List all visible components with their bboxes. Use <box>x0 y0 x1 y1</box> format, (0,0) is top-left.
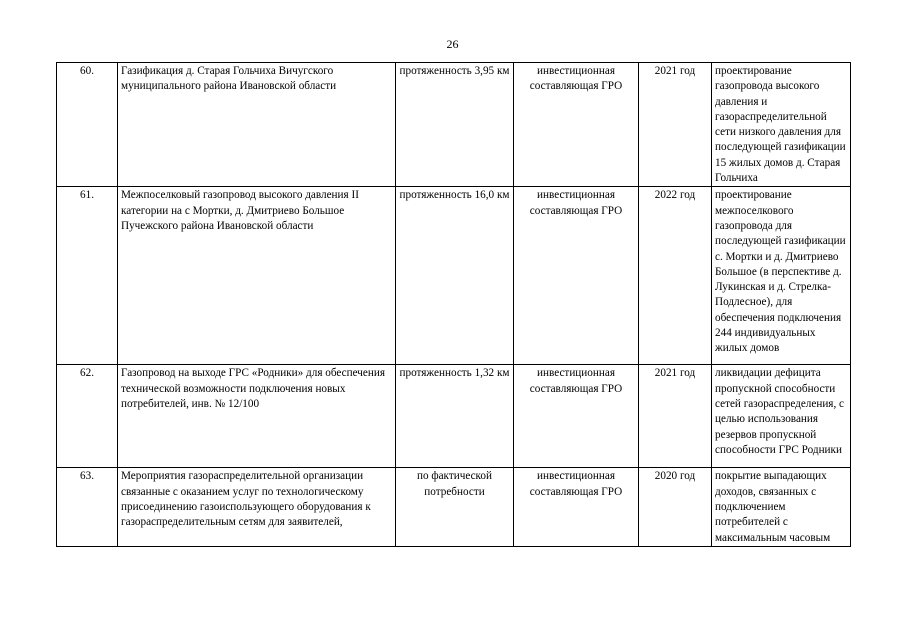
table-row <box>57 187 851 365</box>
project-name: Газификация д. Старая Гольчиха Вичугского муниципального района Ивановской области <box>118 63 396 187</box>
table-row <box>57 63 851 187</box>
project-name: Межпоселковый газопровод высокого давления II категории на с Мортки, д. Дмитриево Большое Пучежского района Ивановской области <box>118 187 396 365</box>
funding-source: инвестиционная составляющая ГРО <box>514 187 639 365</box>
project-name: Газопровод на выходе ГРС «Родники» для обеспечения технической возможности подключения новых потребителей, инв. № 12/100 <box>118 365 396 468</box>
project-volume: по фактической потребности <box>396 468 514 546</box>
row-number: 61. <box>57 187 118 365</box>
project-goal: ликвидации дефицита пропускной способности сетей газораспределения, с целью использования резервов пропускной способности ГРС Родники <box>712 365 851 468</box>
project-year: 2021 год <box>639 63 712 187</box>
gas-infrastructure-table <box>56 62 851 547</box>
project-year: 2021 год <box>639 365 712 468</box>
project-goal: проектирование газопровода высокого давления и газораспределительной сети низкого давления для последующей газификации 15 жилых домов д. Старая Гольчиха <box>712 63 851 187</box>
funding-source: инвестиционная составляющая ГРО <box>514 365 639 468</box>
project-goal: покрытие выпадающих доходов, связанных с подключением потребителей с максимальным часовым <box>712 468 851 546</box>
page-number: 26 <box>446 37 459 51</box>
project-goal: проектирование межпоселкового газопровода для последующей газификации с. Мортки и д. Дмитриево Большое (в перспективе д. Лукинская и д. Стрелка-Подлесное), для обеспечения подключения 244 индивидуальных жилых домов <box>712 187 851 365</box>
row-number: 60. <box>57 63 118 187</box>
project-volume: протяженность 16,0 км <box>396 187 514 365</box>
project-volume: протяженность 3,95 км <box>396 63 514 187</box>
project-volume: протяженность 1,32 км <box>396 365 514 468</box>
project-year: 2022 год <box>639 187 712 365</box>
table-row <box>57 468 851 546</box>
row-number: 63. <box>57 468 118 546</box>
funding-source: инвестиционная составляющая ГРО <box>514 63 639 187</box>
project-year: 2020 год <box>639 468 712 546</box>
project-name: Мероприятия газораспределительной организации связанные с оказанием услуг по технологическому присоединению газоиспользующего оборудования к газораспределительным сетям для заявителей, <box>118 468 396 546</box>
row-number: 62. <box>57 365 118 468</box>
funding-source: инвестиционная составляющая ГРО <box>514 468 639 546</box>
table-row <box>57 365 851 468</box>
